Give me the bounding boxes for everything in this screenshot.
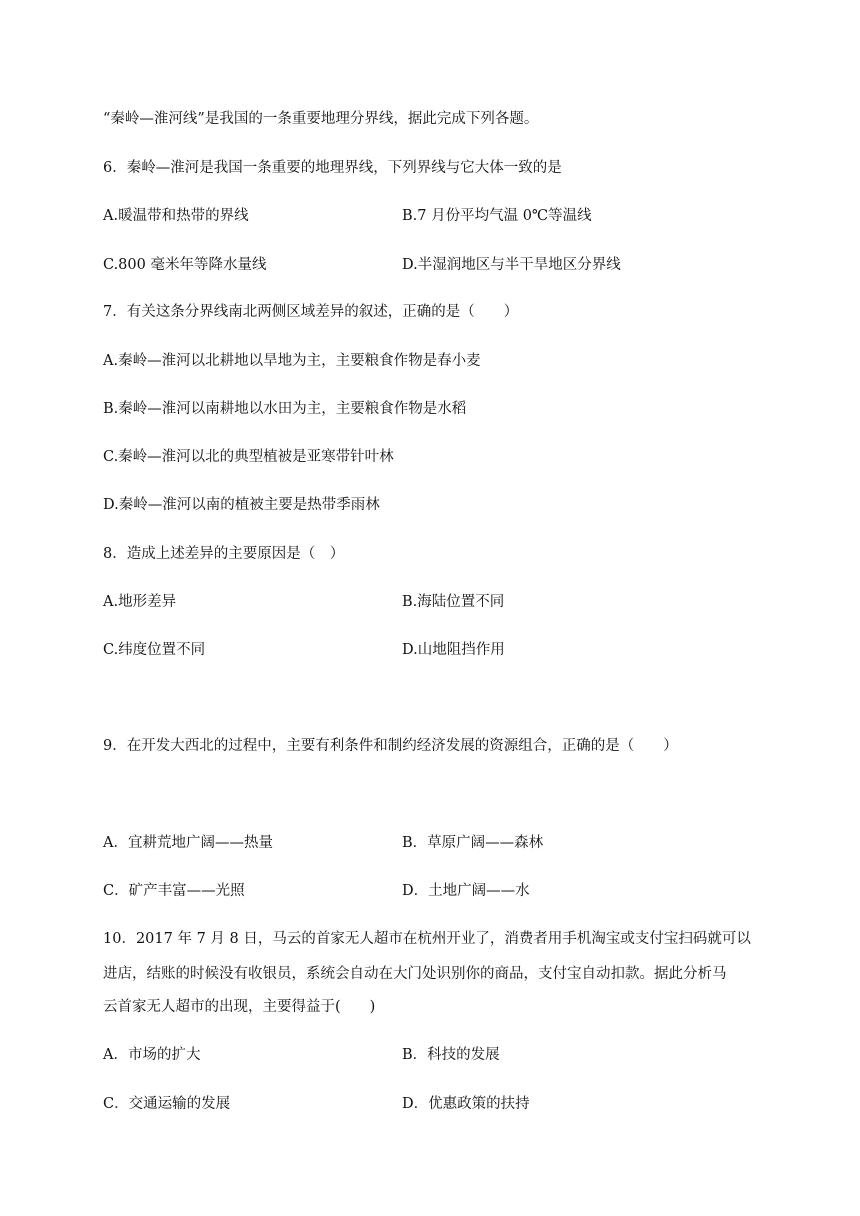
question-6-option-b: B.7 月份平均气温 0℃等温线 [402, 208, 592, 224]
question-9-option-b: B．草原广阔——森林 [402, 835, 544, 851]
question-8-option-c: C.纬度位置不同 [103, 642, 206, 658]
question-6-stem: 6．秦岭—淮河是我国一条重要的地理界线，下列界线与它大体一致的是 [103, 160, 562, 176]
question-7-option-d: D.秦岭—淮河以南的植被主要是热带季雨林 [103, 497, 380, 513]
question-8-option-d: D.山地阻挡作用 [402, 642, 505, 658]
question-9-option-c: C．矿产丰富——光照 [103, 883, 245, 899]
question-6-option-a: A.暖温带和热带的界线 [103, 208, 249, 224]
question-9-option-d: D．土地广阔——水 [402, 883, 530, 899]
question-10-stem-line-1: 10．2017 年 7 月 8 日，马云的首家无人超市在杭州开业了，消费者用手机淘宝或支付宝扫码就可以 [103, 931, 751, 947]
question-10-stem-line-2: 进店，结账的时候没有收银员，系统会自动在大门处识别你的商品，支付宝自动扣款。据此分析马 [103, 966, 727, 982]
intro-text: “秦岭—淮河线”是我国的一条重要地理分界线，据此完成下列各题。 [103, 111, 539, 127]
question-10-stem-line-3: 云首家无人超市的出现，主要得益于( ) [103, 999, 376, 1015]
question-7-option-b: B.秦岭—淮河以南耕地以水田为主，主要粮食作物是水稻 [103, 401, 467, 417]
question-6-option-c: C.800 毫米年等降水量线 [103, 257, 267, 273]
question-10-option-c: C．交通运输的发展 [103, 1096, 231, 1112]
question-6-option-d: D.半湿润地区与半干旱地区分界线 [402, 257, 621, 273]
question-8-stem: 8．造成上述差异的主要原因是（ ） [103, 546, 345, 562]
question-8-option-b: B.海陆位置不同 [402, 594, 505, 610]
question-10-option-a: A．市场的扩大 [103, 1047, 201, 1063]
question-7-option-c: C.秦岭—淮河以北的典型植被是亚寒带针叶林 [103, 449, 394, 465]
question-7-option-a: A.秦岭—淮河以北耕地以旱地为主，主要粮食作物是春小麦 [103, 353, 481, 369]
question-7-stem: 7．有关这条分界线南北两侧区域差异的叙述，正确的是（ ） [103, 304, 519, 320]
question-10-option-d: D．优惠政策的扶持 [402, 1096, 530, 1112]
question-10-option-b: B．科技的发展 [402, 1047, 500, 1063]
question-9-stem: 9．在开发大西北的过程中，主要有利条件和制约经济发展的资源组合，正确的是（ ） [103, 738, 678, 754]
question-8-option-a: A.地形差异 [103, 594, 177, 610]
question-9-option-a: A．宜耕荒地广阔——热量 [103, 835, 273, 851]
